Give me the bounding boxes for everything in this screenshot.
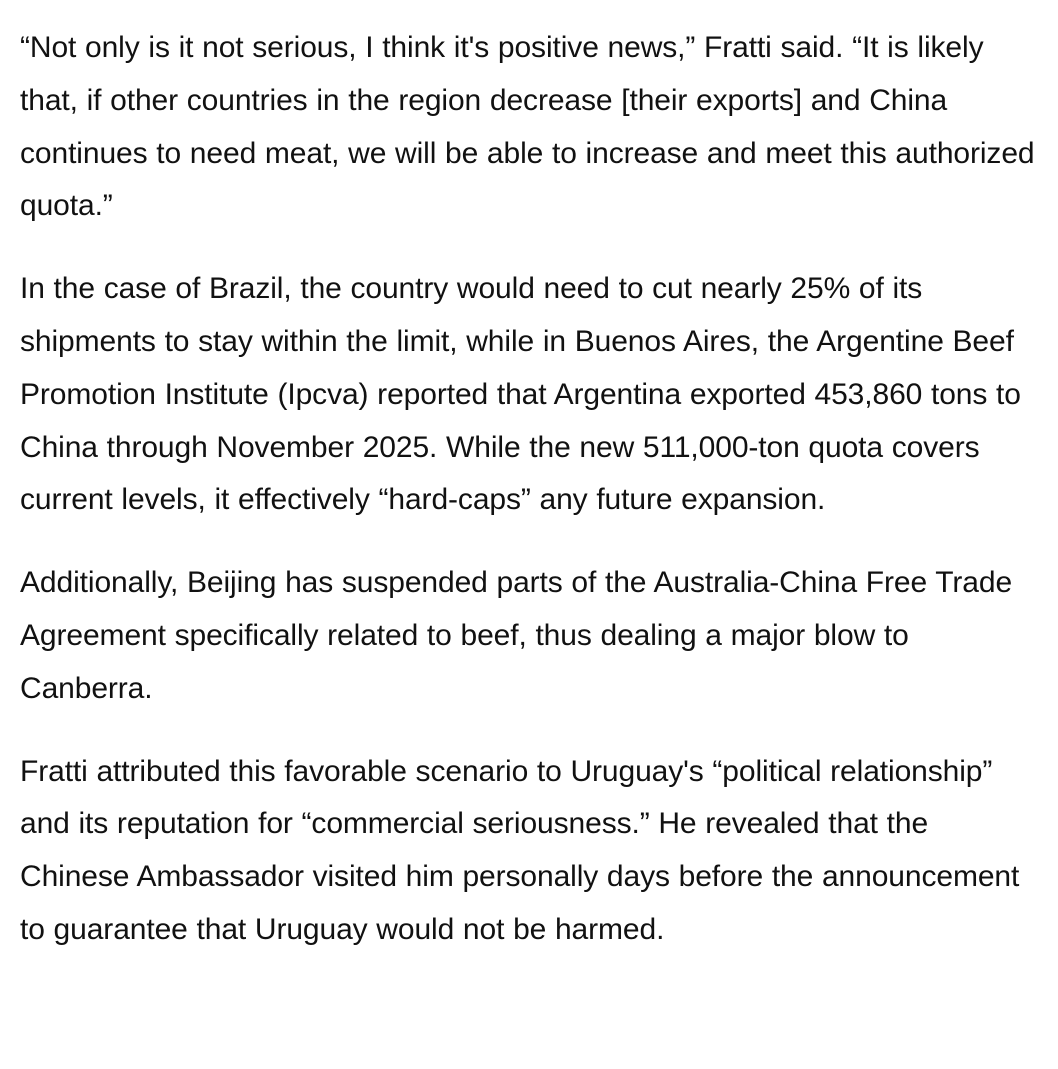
article-paragraph: Fratti attributed this favorable scenario to Uruguay's “political relationship” and its reputation for “commercial seriousness.” He revealed that the Chinese Ambassador visited him personally days before the announcement to guarantee that Uruguay would not be harmed. [20, 754, 1020, 946]
article-paragraph: In the case of Brazil, the country would need to cut nearly 25% of its shipments to stay within the limit, while in Buenos Aires, the Argentine Beef Promotion Institute (Ipcva) reported that Argentina exported 453,860 tons to China through November 2025. While the new 511,000-ton quota covers current levels, it effectively “hard-caps” any future expansion. [20, 272, 1021, 517]
article-paragraph: “Not only is it not serious, I think it's positive news,” Fratti said. “It is likely that, if other countries in the region decrease [their exports] and China continues to need meat, we will be able to increase and meet this authorized quota.” [20, 31, 1035, 223]
article-paragraph: Additionally, Beijing has suspended parts of the Australia-China Free Trade Agreement specifically related to beef, thus dealing a major blow to Canberra. [20, 566, 1013, 705]
